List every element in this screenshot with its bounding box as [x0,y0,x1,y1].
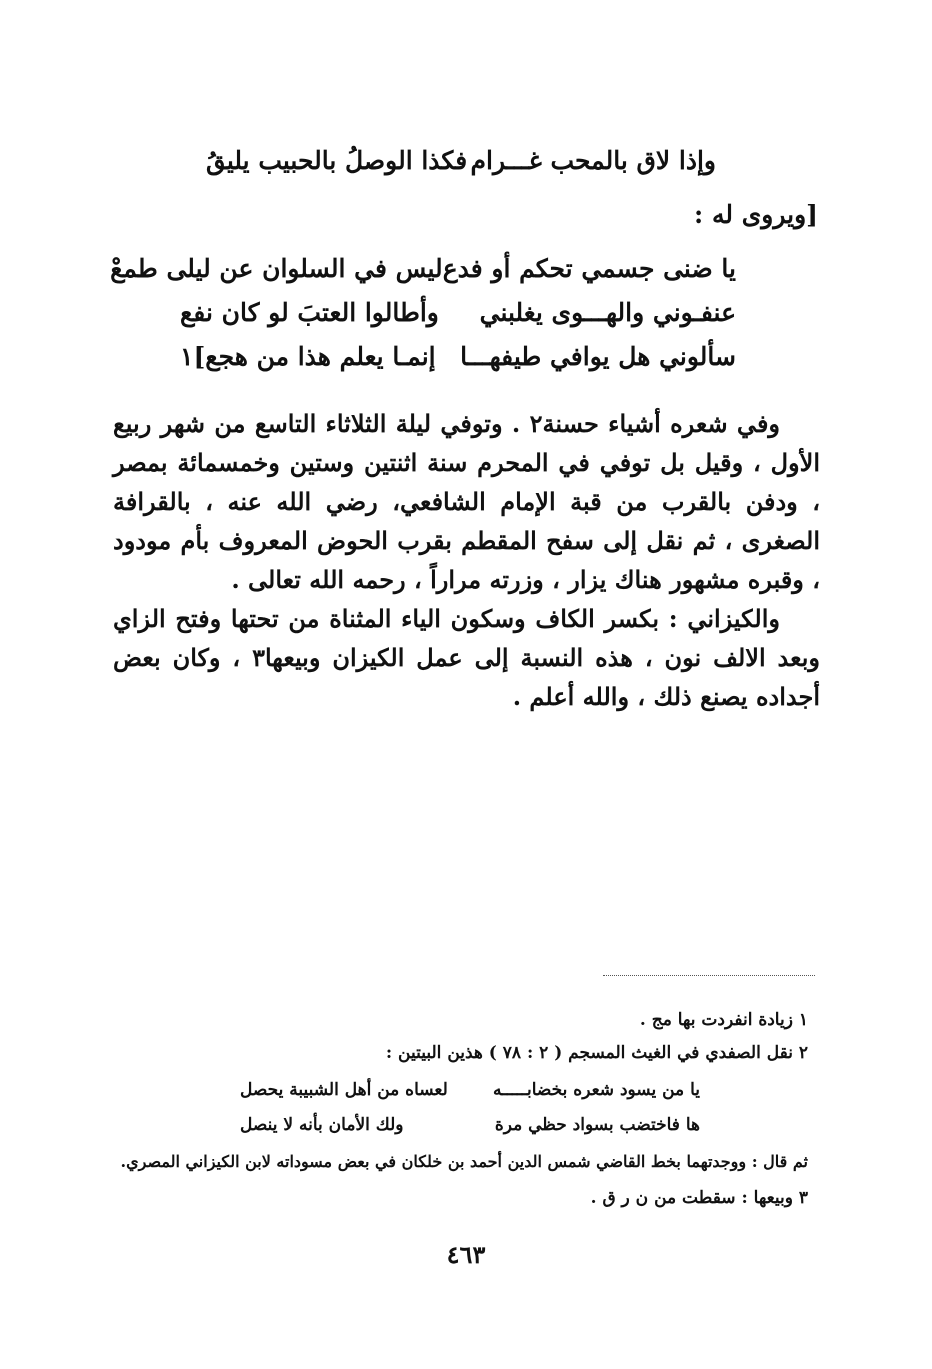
verse-hemistich-left: فكذا الوصلُ بالحبيب يليقُ [206,146,468,175]
verse-hemistich-left: ليس في السلوان عن ليلى طمعْ [110,254,443,283]
poem-line-1 [110,254,736,283]
verse-hemistich-left: ولك الأمان بأنه لا ينصل [240,1115,404,1135]
paragraph-2: والكيزاني : بكسر الكاف وسكون الياء المثناة من تحتها وفتح الزاي وبعد الالف نون ، هذه النسبة إلى عمل الكيزان وبيعها٣ ، وكان بعض أجداده يصنع ذلك ، والله أعلم . [113,604,820,711]
verse-hemistich-left: إنمـا يعلم هذا من هجع]١ [180,342,436,371]
verse-hemistich-right: يا من يسود شعره بخضابـــــه [493,1080,700,1100]
verse-hemistich-right: يا ضنى جسمي تحكم أو فدع [442,254,736,283]
page-number: ٤٦٣ [446,1240,486,1269]
body-text [113,404,820,716]
poem-intro: [ويروى له : [694,200,818,229]
verse-hemistich-left: لعساه من أهل الشبيبة يحصل [240,1080,448,1100]
footnote-verse-1 [240,1080,700,1100]
verse-hemistich-right: ها فاختضب بسواد حظي مرة [494,1115,700,1135]
verse-hemistich-right: عنفـوني والهـــوى يغلبني [479,298,736,327]
footnote-1: ١ زيادة انفردت بها مج . [639,1010,808,1030]
footnote-2-continuation: ثم قال : ووجدتهما بخط القاضي شمس الدين أحمد بن خلكان في بعض مسوداته لابن الكيزاني المصري. [120,1152,808,1171]
footnote-verse-2 [240,1115,700,1135]
poem-line-2 [180,298,736,327]
paragraph-1: وفي شعره أشياء حسنة٢ . وتوفي ليلة الثلاثاء التاسع من شهر ربيع الأول ، وقيل بل توفي في المحرم سنة اثنتين وستين وخمسمائة بمصر ، ودفن بالقرب من قبة الإمام الشافعي، رضي الله عنه ، بالقرافة الصغرى ، ثم نقل إلى سفح المقطم بقرب الحوض المعروف بأم مودود ، وقبره مشهور هناك يزار ، وزرته مراراً ، رحمه الله تعالى . [113,409,821,594]
poem-line-3 [180,342,736,371]
footnote-divider [603,975,815,976]
verse-hemistich-left: وأطالوا العتبَ لو كان نفع [180,298,439,327]
footnote-3: ٣ وبيعها : سقطت من ن ر ق . [590,1188,808,1208]
footnote-2: ٢ نقل الصفدي في الغيث المسجم ( ٢ : ٧٨ ) هذين البيتين : [385,1043,808,1063]
verse-hemistich-right: سألوني هل يوافي طيفهـــا [460,342,736,371]
verse-top [206,146,716,175]
verse-hemistich-right: وإذا لاق بالمحب غـــرام [470,146,716,175]
